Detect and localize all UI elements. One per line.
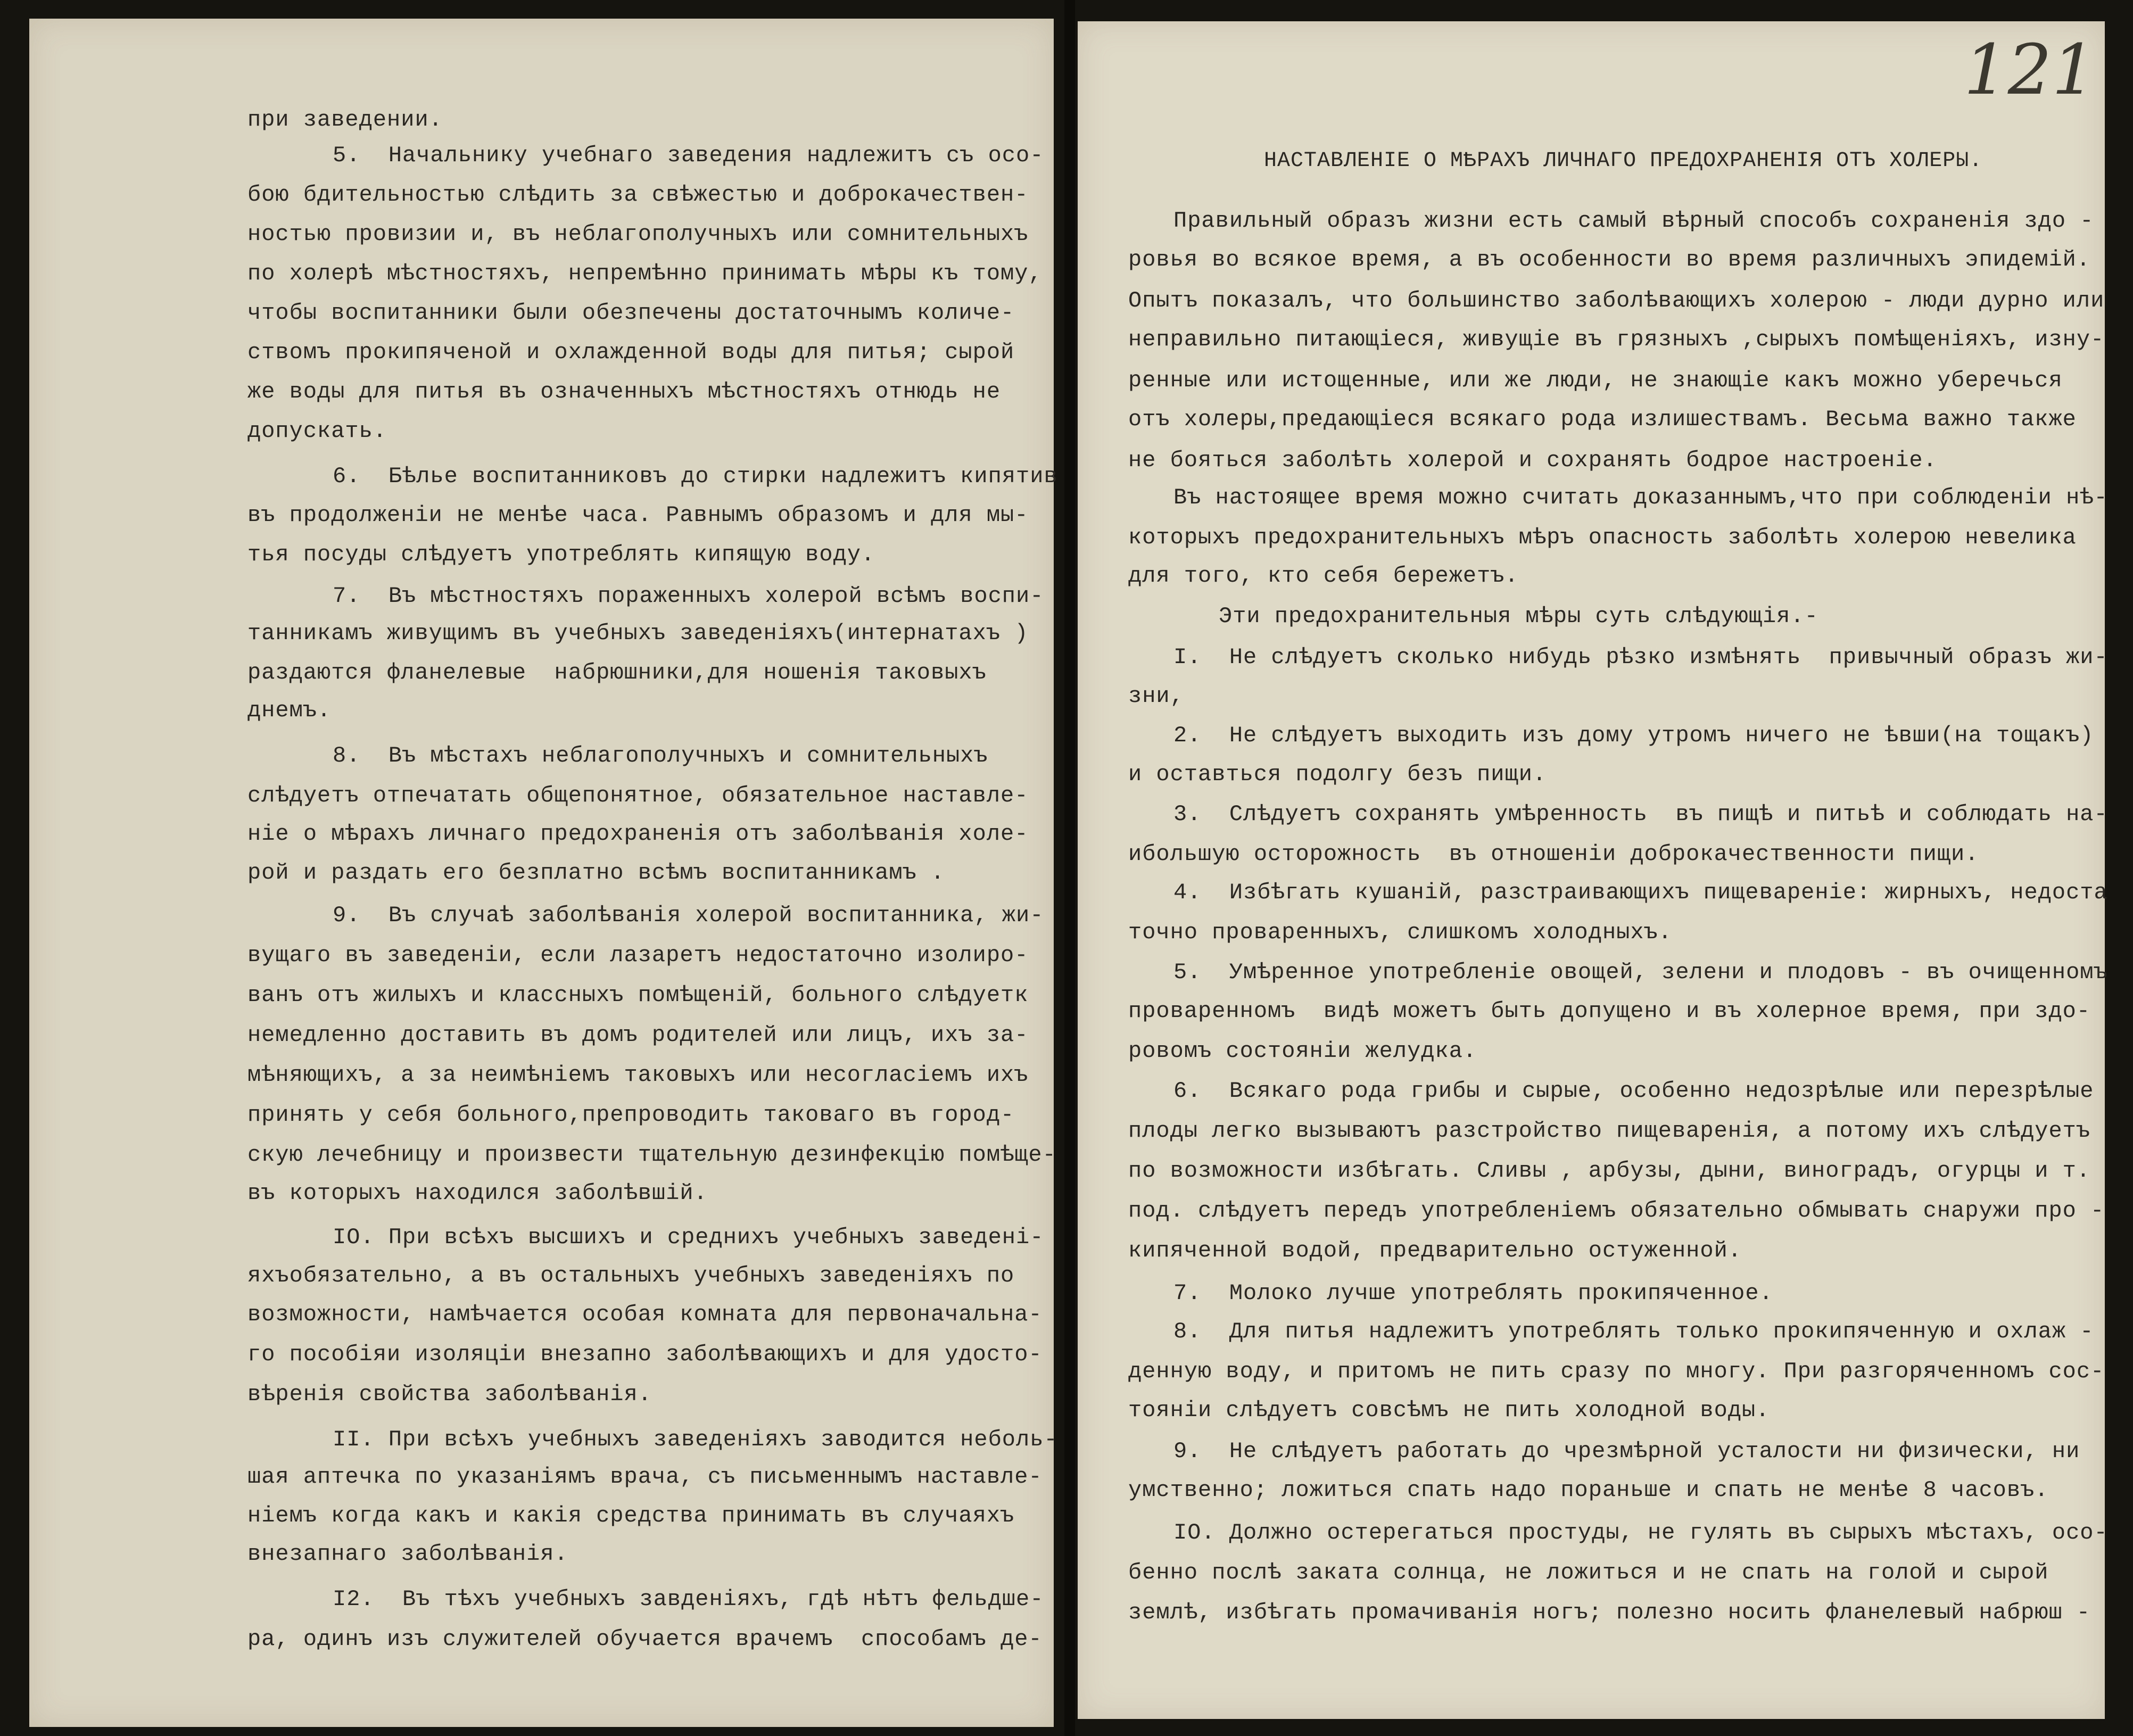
left-page-line: нiе о мѣрахъ личнаго предохраненiя отъ заболѣванiя холе- <box>247 821 1029 847</box>
right-page-line: 2. Не слѣдуетъ выходить изъ дому утромъ ничего не ѣвши(на тощакъ) <box>1173 723 2094 748</box>
left-page-line: 9. Въ случаѣ заболѣванiя холерой воспитанника, жи- <box>333 903 1044 928</box>
left-page-line: принять у себя больного,препроводить таковаго въ город- <box>247 1102 1015 1128</box>
right-page-line: 8. Для питья надлежитъ употреблять только прокипяченную и охлаж - <box>1173 1319 2094 1344</box>
right-page-line: для того, кто себя бережетъ. <box>1128 563 1519 589</box>
left-page-line: по холерѣ мѣстностяхъ, непремѣнно принимать мѣры къ тому, <box>247 261 1043 286</box>
right-page-line: IO. Должно остерегаться простуды, не гулять въ сырыхъ мѣстахъ, осо- <box>1173 1520 2108 1545</box>
right-page-line: Въ настоящее время можно считать доказаннымъ,что при соблюденiи нѣ- <box>1173 485 2108 510</box>
right-page-line: бенно послѣ заката солнца, не ложиться и не спать на голой и сырой <box>1128 1560 2049 1585</box>
left-page-line: I2. Въ тѣхъ учебныхъ завденiяхъ, гдѣ нѣтъ фельдше- <box>333 1586 1044 1612</box>
left-page-line: ствомъ прокипяченой и охлажденной воды для питья; сырой <box>247 340 1015 365</box>
left-page-line: раздаются фланелевые набрюшники,для ношенiя таковыхъ <box>247 660 987 685</box>
left-page-line: днемъ. <box>247 698 332 723</box>
right-page-line: проваренномъ видѣ можетъ быть допущено и въ холерное время, при здо- <box>1128 998 2091 1024</box>
left-page-line: 5. Начальнику учебнаго заведения надлежитъ съ осо- <box>333 143 1044 168</box>
right-page-line: I. Не слѣдуетъ сколько нибудь рѣзко измѣнять привычный образъ жи- <box>1173 644 2108 670</box>
left-page-line: 7. Въ мѣстностяхъ пораженныхъ холерой всѣмъ воспи- <box>333 583 1044 609</box>
left-page-line: вѣренiя свойства заболѣванiя. <box>247 1382 652 1407</box>
left-page-line: возможности, намѣчается особая комната для первоначальна- <box>247 1302 1043 1327</box>
right-page-line: не бояться заболѣть холерой и сохранять бодрое настроенiе. <box>1128 448 1937 473</box>
right-page-line: ровомъ состоянiи желудка. <box>1128 1038 1477 1064</box>
right-page-line: зни, <box>1128 683 1184 709</box>
right-page-line: под. слѣдуетъ передъ употребленiемъ обязательно обмывать снаружи про - <box>1128 1198 2105 1224</box>
left-page-line: ра, одинъ изъ служителей обучается врачемъ способамъ де- <box>247 1626 1043 1652</box>
left-page-line: рой и раздать его безплатно всѣмъ воспитанникамъ . <box>247 860 945 886</box>
right-page-line: которыхъ предохранительныхъ мѣръ опасность заболѣть холерою невелика <box>1128 525 2077 550</box>
right-page-line: Опытъ показалъ, что большинство заболѣвающихъ холерою - люди дурно или <box>1128 288 2105 313</box>
right-page-line: 5. Умѣренное употребленiе овощей, зелени и плодовъ - въ очищенномъ <box>1173 960 2108 985</box>
left-page-line: чтобы воспитанники были обезпечены достаточнымъ количе- <box>247 300 1015 326</box>
left-page-line: 6. Бѣлье воспитанниковъ до стирки надлежитъ кипятив <box>333 464 1058 489</box>
right-page-line: тоянiи слѣдуетъ совсѣмъ не пить холодной воды. <box>1128 1398 1770 1423</box>
left-page-line: ванъ отъ жилыхъ и классныхъ помѣщенiй, больного слѣдуетк <box>247 982 1029 1008</box>
left-page-line: мѣняющихъ, а за неимѣнiемъ таковыхъ или несогласiемъ ихъ <box>247 1062 1029 1088</box>
right-page-line: плоды легко вызываютъ разстройство пищеваренiя, а потому ихъ слѣдуетъ <box>1128 1118 2091 1144</box>
left-page-line: вущаго въ заведенiи, если лазаретъ недостаточно изолиро- <box>247 943 1029 968</box>
right-page-line: 3. Слѣдуетъ сохранять умѣренность въ пищѣ и питьѣ и соблюдать на- <box>1173 801 2108 827</box>
left-page-line: 8. Въ мѣстахъ неблагополучныхъ и сомнительныхъ <box>333 743 988 768</box>
right-page-line: ровья во всякое время, а въ особенности во время различныхъ эпидемiй. <box>1128 247 2091 272</box>
left-page-line: тья посуды слѣдуетъ употреблять кипящую воду. <box>247 542 875 567</box>
right-page-line: неправильно питающiеся, живущiе въ грязныхъ ,сырыхъ помѣщенiяхъ, изну- <box>1128 327 2105 352</box>
right-page-line: отъ холеры,предающiеся всякаго рода излишествамъ. Весьма важно также <box>1128 407 2077 432</box>
right-page-line: Правильный образъ жизни есть самый вѣрный способъ сохраненiя здо - <box>1173 208 2094 234</box>
left-page-line: немедленно доставить въ домъ родителей или лицъ, ихъ за- <box>247 1022 1029 1048</box>
right-page-line: землѣ, избѣгать промачиванiя ногъ; полезно носить фланелевый набрюш - <box>1128 1600 2091 1625</box>
right-page-line: 9. Не слѣдуетъ работать до чрезмѣрной усталости ни физически, ни <box>1173 1439 2080 1464</box>
left-page-line: IO. При всѣхъ высшихъ и среднихъ учебныхъ заведенi- <box>333 1225 1044 1250</box>
right-page-line: денную воду, и притомъ не пить сразу по многу. При разгоряченномъ сос- <box>1128 1359 2105 1384</box>
document-title: НАСТАВЛЕНIЕ О МѢРАХЪ ЛИЧНАГО ПРЕДОХРАНЕНIЯ ОТЪ ХОЛЕРЫ. <box>1264 149 1983 173</box>
left-page-line: танникамъ живущимъ въ учебныхъ заведенiяхъ(интернатахъ ) <box>247 621 1029 646</box>
right-page-line: 6. Всякаго рода грибы и сырые, особенно недозрѣлые или перезрѣлые <box>1173 1078 2094 1104</box>
left-page-line: въ которыхъ находился заболѣвшiй. <box>247 1180 708 1206</box>
left-page-line: внезапнаго заболѣванiя. <box>247 1541 568 1567</box>
right-page-line: ибольшую осторожность въ отношенiи доброкачественности пищи. <box>1128 841 1979 867</box>
page-number: 121 <box>1964 29 2096 110</box>
right-page-line: 7. Молоко лучше употреблять прокипяченное. <box>1173 1280 1773 1306</box>
right-page-line: умственно; ложиться спать надо пораньше и спать не менѣе 8 часовъ. <box>1128 1477 2049 1503</box>
book-gutter <box>1064 0 1075 1736</box>
right-page-line: 4. Избѣгать кушанiй, разстраивающихъ пищеваренiе: жирныхъ, недоста <box>1173 880 2108 905</box>
right-page-line: и оставться подолгу безъ пищи. <box>1128 762 1547 787</box>
left-page-line: го пособiяи изоляцiи внезапно заболѣвающихъ и для удосто- <box>247 1342 1043 1367</box>
left-page-line: же воды для питья въ означенныхъ мѣстностяхъ отнюдь не <box>247 379 1001 404</box>
left-page-line: бою бдительностью слѣдить за свѣжестью и доброкачествен- <box>247 182 1029 208</box>
left-page-line: въ продолженiи не менѣе часа. Равнымъ образомъ и для мы- <box>247 502 1029 528</box>
right-page-line: Эти предохранительныя мѣры суть слѣдующiя.- <box>1219 604 1818 629</box>
left-page-line: нiемъ когда какъ и какiя средства принимать въ случаяхъ <box>247 1503 1015 1528</box>
left-page-line: при заведении. <box>247 107 443 133</box>
left-page-line: яхъобязательно, а въ остальныхъ учебныхъ заведенiяхъ по <box>247 1263 1015 1288</box>
right-page-line: точно проваренныхъ, слишкомъ холодныхъ. <box>1128 920 1672 945</box>
right-page-line: кипяченной водой, предварительно остуженной. <box>1128 1238 1742 1263</box>
left-page-line: допускать. <box>247 418 387 444</box>
left-page-line: скую лечебницу и произвести тщательную дезинфекцiю помѣще- <box>247 1142 1056 1168</box>
right-page-line: ренные или истощенные, или же люди, не знающiе какъ можно уберечься <box>1128 368 2063 393</box>
left-page-line: слѣдуетъ отпечатать общепонятное, обязательное наставле- <box>247 783 1029 808</box>
left-page-line: шая аптечка по указанiямъ врача, съ письменнымъ наставле- <box>247 1464 1043 1490</box>
left-page-line: ностью провизии и, въ неблагополучныхъ или сомнительныхъ <box>247 221 1029 247</box>
left-page-line: II. При всѣхъ учебныхъ заведенiяхъ заводится неболь- <box>333 1427 1058 1452</box>
right-page-line: по возможности избѣгать. Сливы , арбузы, дыни, виноградъ, огурцы и т. <box>1128 1158 2091 1184</box>
